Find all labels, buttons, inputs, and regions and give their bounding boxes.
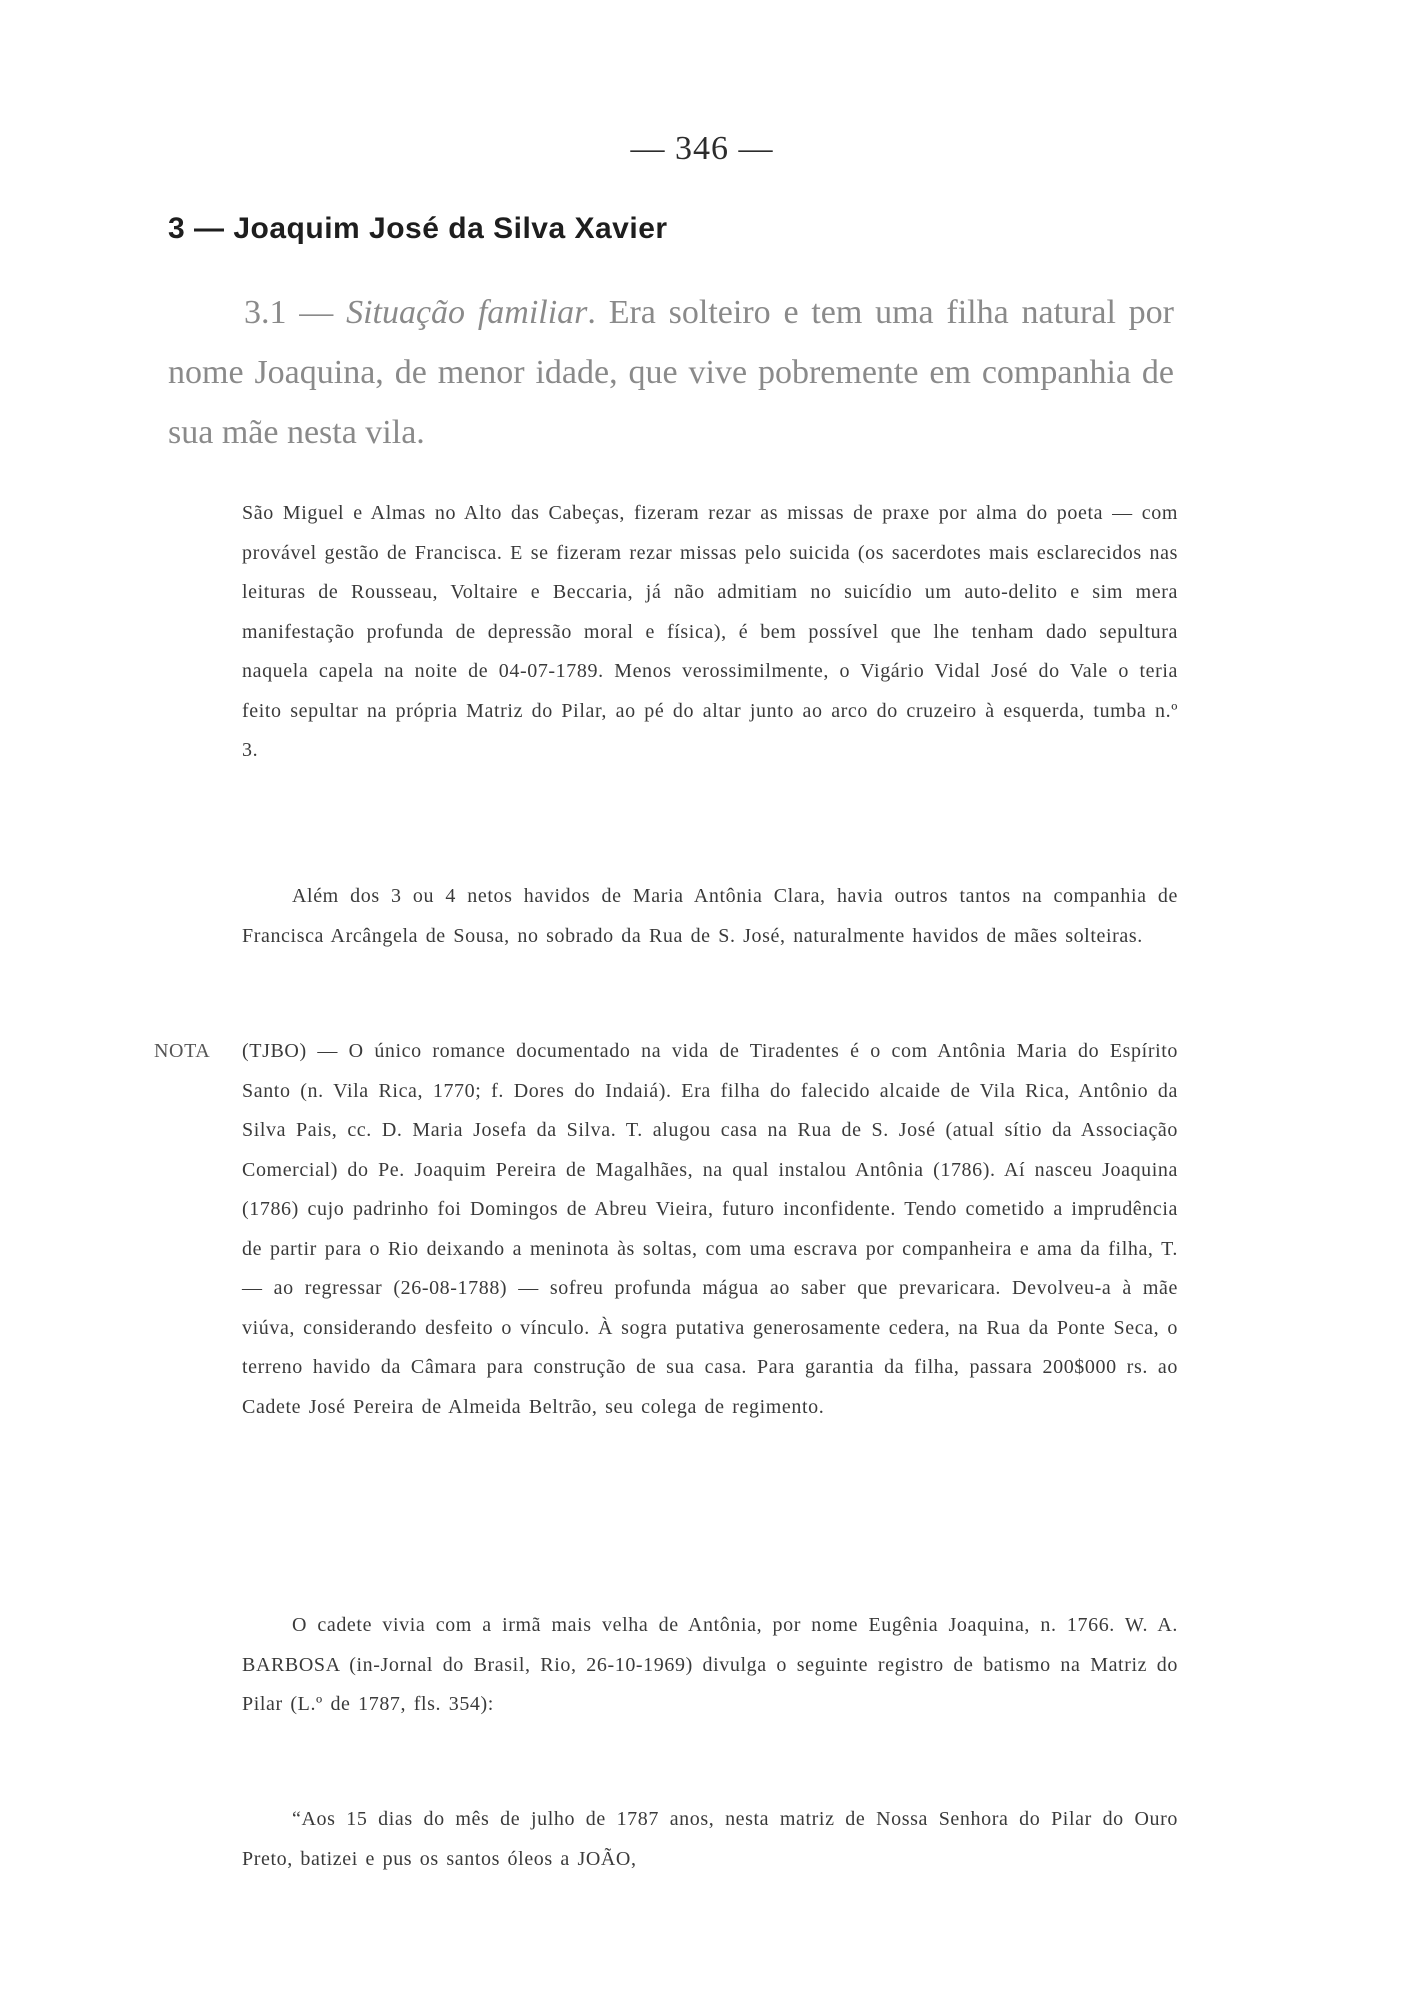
paragraph-missas: São Miguel e Almas no Alto das Cabeças, fizeram rezar as missas de praxe por alma do poeta — com provável gestão de Francisca. E se fizeram rezar missas pelo suicida (os sacerdotes mais esclarecidos nas leituras de Rousseau, Voltaire e Beccaria, já não admitiam no suicídio um auto-delito e sim mera manifestação profunda de depressão moral e física), é bem possível que lhe tenham dado sepultura naquela capela na noite de 04-07-1789. Menos verossimilmente, o Vigário Vidal José do Vale o teria feito sepultar na própria Matriz do Pilar, ao pé do altar junto ao arco do cruzeiro à esquerda, tumba n.º 3. — [242, 502, 1178, 761]
section-text: . Era solteiro e tem uma filha natural por nome Joaquina, de menor idade, que vive pobremente em companhia de sua mãe nesta vila. — [168, 294, 1174, 451]
section-number: 3.1 — — [244, 294, 347, 331]
paragraph-quote: “Aos 15 dias do mês de julho de 1787 anos, nesta matriz de Nossa Senhora do Pilar do Ouro Preto, batizei e pus os santos óleos a JOÃO, — [242, 1808, 1178, 1870]
page-number: — 346 — — [630, 130, 774, 167]
nota-text: (TJBO) — O único romance documentado na vida de Tiradentes é o com Antônia Maria do Espírito Santo (n. Vila Rica, 1770; f. Dores do Indaiá). Era filha do falecido alcaide de Vila Rica, Antônio da Silva Pais, cc. D. Maria Josefa da Silva. T. alugou casa na Rua de S. José (atual sítio da Associação Comercial) do Pe. Joaquim Pereira de Magalhães, na qual instalou Antônia (1786). Aí nasceu Joaquina (1786) cujo padrinho foi Domingos de Abreu Vieira, futuro inconfidente. Tendo cometido a imprudência de partir para o Rio deixando a meninota às soltas, com uma escrava por companheira e ama da filha, T. — ao regressar (26-08-1788) — sofreu profunda mágua ao saber que prevaricara. Devolveu-a à mãe viúva, considerando desfeito o vínculo. À sogra putativa generosamente cedera, na Rua da Ponte Seca, o terreno havido da Câmara para construção de sua casa. Para garantia da filha, passara 200$000 rs. ao Cadete José Pereira de Almeida Beltrão, seu colega de regimento. — [242, 1040, 1178, 1418]
section-3-1 — [168, 283, 1174, 463]
section-title: Situação familiar — [346, 294, 588, 331]
paragraph-cadete: O cadete vivia com a irmã mais velha de Antônia, por nome Eugênia Joaquina, n. 1766. W. A. BARBOSA (in-Jornal do Brasil, Rio, 26-10-1969) divulga o seguinte registro de batismo na Matriz do Pilar (L.º de 1787, fls. 354): — [242, 1614, 1178, 1715]
nota-label: NOTA — [154, 1040, 211, 1062]
paragraph-nota — [242, 1032, 1178, 1427]
paragraph-netos: Além dos 3 ou 4 netos havidos de Maria Antônia Clara, havia outros tantos na companhia de Francisca Arcângela de Sousa, no sobrado da Rua de S. José, naturalmente havidos de mães solteiras. — [242, 885, 1178, 947]
chapter-heading: 3 — Joaquim José da Silva Xavier — [168, 212, 668, 245]
